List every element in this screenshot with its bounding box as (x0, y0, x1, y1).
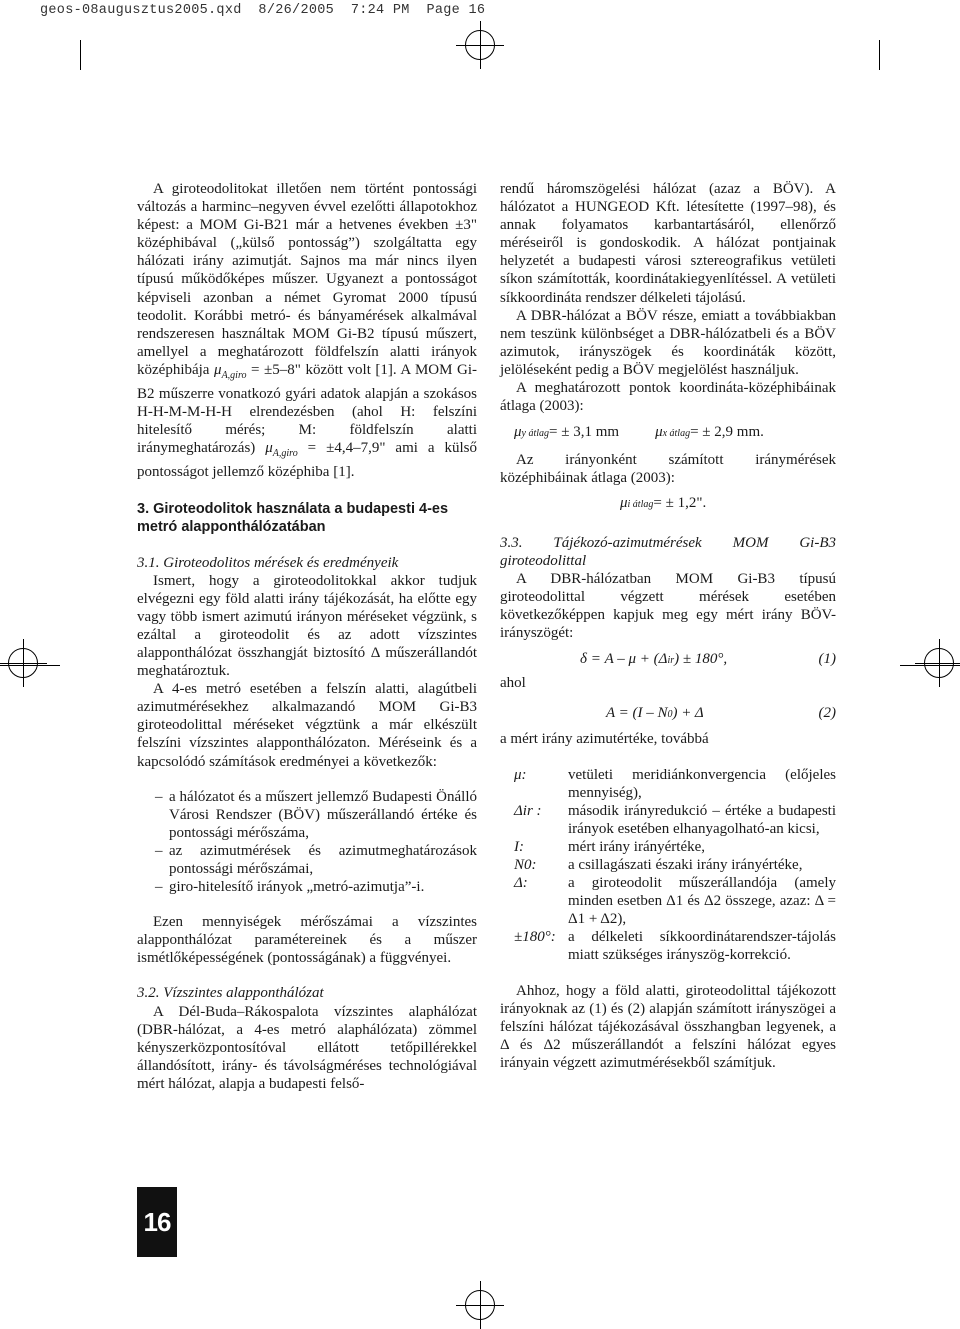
crop-mark-top-left (80, 40, 81, 70)
results-list (155, 788, 477, 897)
symbol-desc: mért irány irányértéke, (568, 838, 706, 855)
paragraph-direction-error: Az irányonként számított iránymérések középhibáinak átlaga (2003): (500, 452, 836, 487)
equation-coord-errors (514, 423, 836, 443)
equation-2-subscript: 0 (667, 709, 673, 721)
crop-mark-right-mid (900, 665, 960, 666)
equation-2-lhs: A = (I – N (606, 705, 668, 722)
mu-x-value: = ± 2,9 mm. (690, 424, 764, 441)
subsection-heading-3-3: 3.3. Tájékozó-azimutmérések MOM Gi-B3 giroteodolittal (500, 534, 836, 569)
symbol-term: ±180°: (514, 929, 556, 946)
registration-mark-top (465, 30, 495, 60)
subsection-heading-3-1: 3.1. Giroteodolitos mérések és eredményeik (137, 554, 399, 571)
mu-subscript: A,giro (221, 369, 247, 381)
file-slug-line: geos-08augusztus2005.qxd 8/26/2005 7:24 PM Page 16 (40, 3, 486, 18)
spacer (500, 965, 836, 982)
paragraph-hungeod: rendű háromszögelési hálózat (azaz a BÖV). A hálózatot a HUNGEOD Kft. létesítette (1997–98), és annak folyamatos karbantartásáról, ellenőrző méréseiről is gondoskodik. A hálózat pontjainak helyzetét a budapesti városi sztereografikus vetületi síkon számították, koordinátakiegyenlítéssel. A vetületi síkkoordináta rendszer délkeleti tájolású. (500, 181, 836, 306)
page-number: 16 (143, 1206, 171, 1237)
paragraph-metro-text-2: = ±5–8" között volt [1]. A MOM Gi-B2 műszerre vonatkozó gyári adatok alapján a szokásos H-H-M-M-H-H elrendezésben (ahol H: felszíni hitelesítő mérés; M: földfelszín alatti iránymeghatározás) (137, 361, 478, 457)
paragraph-dbr: A Dél-Buda–Rákospalota vízszintes alaphálózat (DBR-hálózat, a 4-es metró alaphálózata) zömmel kényszerközpontosítóval ellátott tetőpillérekkel állandósított, irány- és távolságméréses technológiával mért hálózat, alapja a budapesti felső- (137, 1003, 477, 1092)
list-item: – a hálózatot és a műszert jellemző Budapesti Önálló Városi Rendszer (BÖV) műszerállandó értéke és pontossági mérőszáma, (155, 788, 477, 842)
equation-2 (606, 704, 836, 724)
equation-direction-error (620, 494, 836, 514)
paragraph-quantities: Ezen mennyiségek mérőszámai a vízszintes alapponthálózat paramétereinek és a műszer ismétlőképességének (pontosságának) a függvényei. (137, 914, 477, 967)
mu-y-subscript: y átlag (521, 428, 550, 440)
section-heading-3: 3. Giroteodolitok használata a budapesti 4-es metró alapponthálózatában (137, 500, 449, 535)
registration-mark-bottom (465, 1290, 495, 1320)
paragraph-metro-text-3: = ±4,4–7,9" ami a külső pontosságot jellemző középhiba [1]. (137, 440, 477, 481)
spacer (137, 967, 477, 984)
registration-mark-left (8, 648, 38, 678)
equation-1-subscript: ir (667, 655, 675, 667)
mu-subscript-2: A,giro (272, 448, 298, 460)
symbol-desc: a délkeleti síkkoordinátarendszer-tájolás miatt szükséges irányszög-korrekció. (568, 929, 836, 964)
list-item: – az azimutmérések és azimutmeghatározások pontossági mérőszámai, (155, 842, 477, 878)
registration-mark-right (924, 648, 954, 678)
symbol-desc: a giroteodolit műszerállandója (amely minden esetben Δ1 és Δ2 összege, azaz: Δ = Δ1 + Δ2), (568, 875, 836, 928)
mu-symbol-2: μ (265, 440, 273, 457)
mu-i-symbol: μ (620, 494, 628, 511)
right-column (500, 180, 836, 1072)
paragraph-conclusion: Ahhoz, hogy a föld alatti, giroteodolittal tájékozott irányoknak az (1) és (2) alapján számított irányszögei a felszíni hálózat tájékozásával összhangban legyenek, a Δ és Δ2 műszerállandót a felszíni hálózat egyes irányain végzett azimutmérésekből számítjuk. (500, 982, 836, 1071)
crop-mark-left-mid (0, 665, 60, 666)
paragraph-metro-text: Korábbi metró- és bányamérések alkalmával rendszeresen használtak MOM Gi-B2 típusú műszert, amellyel a meghatározott földfelszín alatti irányok középhibája (137, 307, 477, 378)
mu-i-value: = ± 1,2". (653, 494, 707, 511)
left-column (137, 180, 477, 1093)
paragraph-bov: A DBR-hálózat a BÖV része, emiatt a továbbiakban nem teszünk különbséget a DBR-hálózatbeli és a BÖV azimutok, irányszögek és koordináták között, jelöléseként pedig a BÖV megjelölést használjuk. (500, 307, 836, 378)
subsection-heading-3-2: 3.2. Vízszintes alapponthálózat (137, 985, 324, 1002)
paragraph-known: Ismert, hogy a giroteodolitokkal akkor tudjuk elvégezni egy föld alatti irány tájékozását, ha előtte egy vagy több ismert azimutú irányon méréseket végzünk, s ezáltal a giroteodolit és az adott vízszintes alapponthálózat összhangját biztosító Δ műszerállandót meghatároztuk. (137, 572, 477, 680)
mu-y-value: = ± 3,1 mm (549, 424, 620, 441)
mu-y-symbol: μ (514, 424, 522, 441)
paragraph-intro (137, 180, 477, 482)
paragraph-metro4: A 4-es metró esetében a felszín alatti, alagútbeli azimutmérésekhez alkalmazandó MOM Gi-B3 giroteodolittal méréseket végztünk a már elkészült felszíni vízszintes alapponthálózaton. Méréseink és a kapcsolódó számítások eredményei a következők: (137, 681, 477, 770)
equation-2-number: (2) (818, 705, 836, 722)
symbol-term: N0: (514, 857, 537, 873)
paragraph-coord-error: A meghatározott pontok koordináta-középhibáinak átlaga (2003): (500, 380, 836, 415)
symbol-term: μ: (514, 766, 527, 783)
equation-1-lhs: δ = A – μ + (Δ (580, 651, 668, 668)
crop-mark-top-right (879, 40, 880, 70)
list-item: – giro-hitelesítő irányok „metró-azimutja”-i. (155, 878, 477, 896)
symbol-desc: vetületi meridiánkonvergencia (előjeles mennyiség), (568, 766, 836, 801)
mu-x-subscript: x átlag (662, 428, 691, 440)
equation-1-rhs: ) ± 180°, (674, 651, 728, 668)
paragraph-gi-b3: A DBR-hálózatban MOM Gi-B3 típusú giroteodolittal végzett mérések esetében következőképpen kapjuk meg egy mért irány BÖV-irányszögét: (500, 570, 836, 642)
spacer (137, 896, 477, 913)
page-number-box (137, 1187, 177, 1257)
mu-symbol: μ (214, 361, 222, 378)
word-ahol: ahol (500, 675, 526, 692)
symbol-term: Δir : (514, 802, 542, 819)
equation-2-rhs: ) + Δ (672, 705, 704, 722)
symbol-term: Δ: (514, 875, 528, 892)
mu-i-subscript: i átlag (627, 498, 654, 510)
equation-1 (580, 650, 836, 670)
symbol-term: I: (514, 838, 524, 855)
paragraph-intro-text: A giroteodolitokat illetően nem történt pontossági változás a harminc–negyven évvel ezelőtti állapotokhoz képest: a MOM Gi-B21 már a hetvenes években ±3" középhibával („külső pontosság”) szolgáltatta egy hálózati irány azimutját. Sajnos ma már nincs ilyen típusú működőképes műszer. Ugyanezt a pontosságot képviseli azonban a német Gyromat 2000 típusú teodolit. (137, 181, 477, 324)
spacer (137, 771, 477, 788)
mu-x-symbol: μ (655, 424, 663, 441)
symbol-definitions (514, 766, 836, 965)
symbol-desc: második irányredukció – értéke a budapesti irányok esetében elhanyagolható-an kicsi, (568, 802, 836, 837)
paragraph-azimuth: a mért irány azimutértéke, továbbá (500, 731, 709, 748)
spacer (500, 749, 836, 766)
symbol-desc: a csillagászati északi irány irányértéke, (568, 857, 803, 873)
equation-1-number: (1) (818, 651, 836, 668)
